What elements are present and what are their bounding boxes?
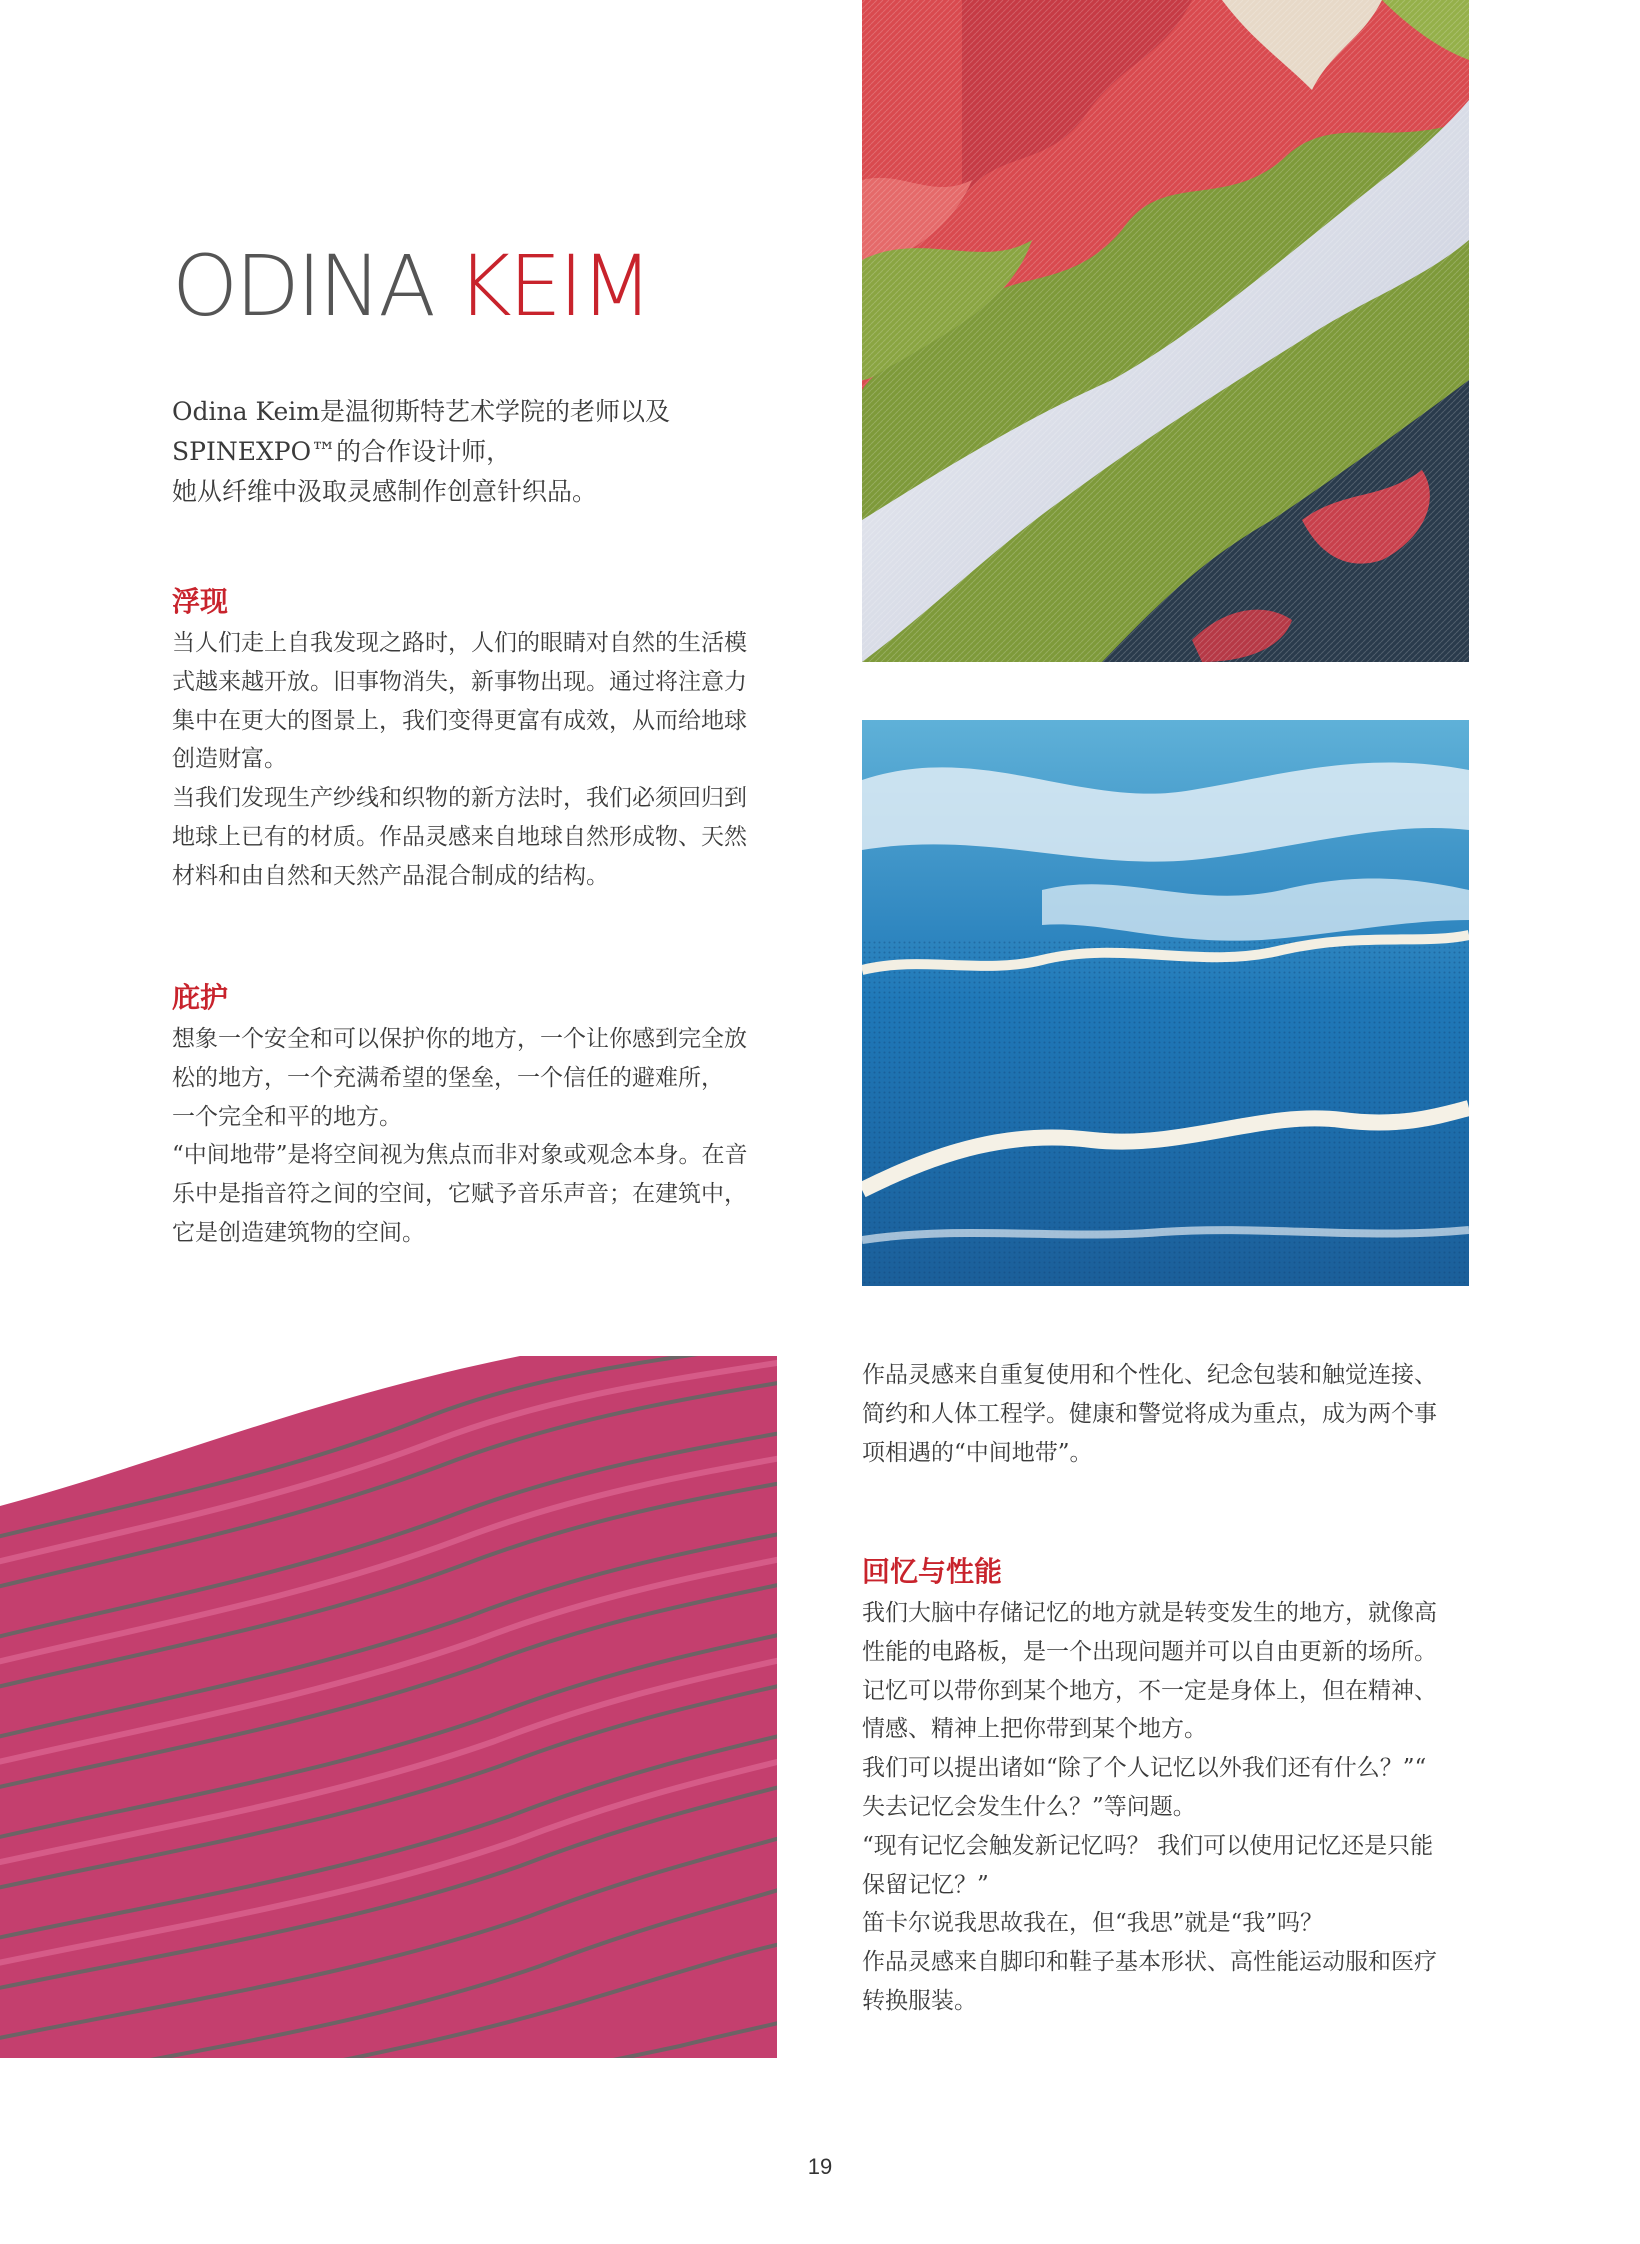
title-surname: KEIM bbox=[456, 237, 650, 335]
body-line: 乐中是指音符之间的空间，它赋予音乐声音；在建筑中， bbox=[172, 1181, 747, 1208]
body-line: 性能的电路板，是一个出现问题并可以自由更新的场所。 bbox=[862, 1638, 1437, 1665]
section-heading: 回忆与性能 bbox=[862, 1555, 1003, 1588]
section-emergence bbox=[172, 582, 792, 896]
intro-line: SPINEXPO™的合作设计师， bbox=[172, 437, 512, 466]
body-line: “中间地带”是将空间视为焦点而非对象或观念本身。在音 bbox=[172, 1142, 748, 1169]
section-memory bbox=[862, 1552, 1502, 2021]
knit-fabric-photo-blue bbox=[862, 720, 1469, 1286]
intro-line: Odina Keim是温彻斯特艺术学院的老师以及 bbox=[172, 397, 670, 426]
continuation-paragraph bbox=[862, 1356, 1502, 1472]
body-line: 一个完全和平的地方。 bbox=[172, 1103, 402, 1130]
body-line: 想象一个安全和可以保护你的地方，一个让你感到完全放 bbox=[172, 1026, 747, 1052]
body-line: 情感、精神上把你带到某个地方。 bbox=[862, 1716, 1207, 1743]
section-heading: 浮现 bbox=[172, 585, 229, 618]
title-name: ODINA bbox=[172, 237, 457, 335]
intro-paragraph bbox=[172, 392, 732, 512]
body-line: 我们可以提出诸如“除了个人记忆以外我们还有什么？”“ bbox=[862, 1755, 1427, 1782]
body-line: 它是创造建筑物的空间。 bbox=[172, 1219, 425, 1246]
section-body bbox=[862, 1594, 1502, 2021]
body-line: “现有记忆会触发新记忆吗？ 我们可以使用记忆还是只能 bbox=[862, 1832, 1434, 1859]
body-line: 式越来越开放。旧事物消失，新事物出现。通过将注意力 bbox=[172, 668, 747, 695]
body-line: 笛卡尔说我思故我在，但“我思”就是“我”吗？ bbox=[862, 1910, 1324, 1937]
body-line: 作品灵感来自重复使用和个性化、纪念包装和触觉连接、 bbox=[862, 1362, 1437, 1388]
body-line: 材料和由自然和天然产品混合制成的结构。 bbox=[172, 862, 609, 889]
body-line: 失去记忆会发生什么？”等问题。 bbox=[862, 1793, 1196, 1820]
section-body bbox=[172, 624, 792, 896]
body-line: 作品灵感来自脚印和鞋子基本形状、高性能运动服和医疗 bbox=[862, 1949, 1437, 1976]
body-line: 地球上已有的材质。作品灵感来自地球自然形成物、天然 bbox=[172, 823, 747, 850]
body-line: 当我们发现生产纱线和织物的新方法时，我们必须回归到 bbox=[172, 785, 747, 812]
intro-line: 她从纤维中汲取灵感制作创意针织品。 bbox=[172, 477, 598, 506]
body-line: 记忆可以带你到某个地方，不一定是身体上，但在精神、 bbox=[862, 1677, 1437, 1704]
body-line: 保留记忆？” bbox=[862, 1871, 989, 1898]
page-number: 19 bbox=[807, 2154, 833, 2179]
body-line: 简约和人体工程学。健康和警觉将成为重点，成为两个事 bbox=[862, 1400, 1437, 1427]
section-body bbox=[172, 1020, 792, 1253]
body-line: 创造财富。 bbox=[172, 746, 287, 773]
body-line: 当人们走上自我发现之路时，人们的眼睛对自然的生活模 bbox=[172, 630, 747, 656]
section-shelter bbox=[172, 978, 792, 1253]
body-line: 集中在更大的图景上，我们变得更富有成效，从而给地球 bbox=[172, 707, 747, 734]
section-heading: 庇护 bbox=[172, 981, 229, 1014]
body-line: 松的地方，一个充满希望的堡垒，一个信任的避难所， bbox=[172, 1064, 724, 1091]
knit-fabric-photo-red-green bbox=[862, 0, 1469, 662]
body-line: 转换服装。 bbox=[862, 1987, 977, 2014]
body-line: 项相遇的“中间地带”。 bbox=[862, 1439, 1093, 1466]
body-line: 我们大脑中存储记忆的地方就是转变发生的地方，就像高 bbox=[862, 1600, 1437, 1626]
knit-fabric-photo-pink bbox=[0, 1356, 777, 2058]
page-title bbox=[172, 237, 650, 335]
